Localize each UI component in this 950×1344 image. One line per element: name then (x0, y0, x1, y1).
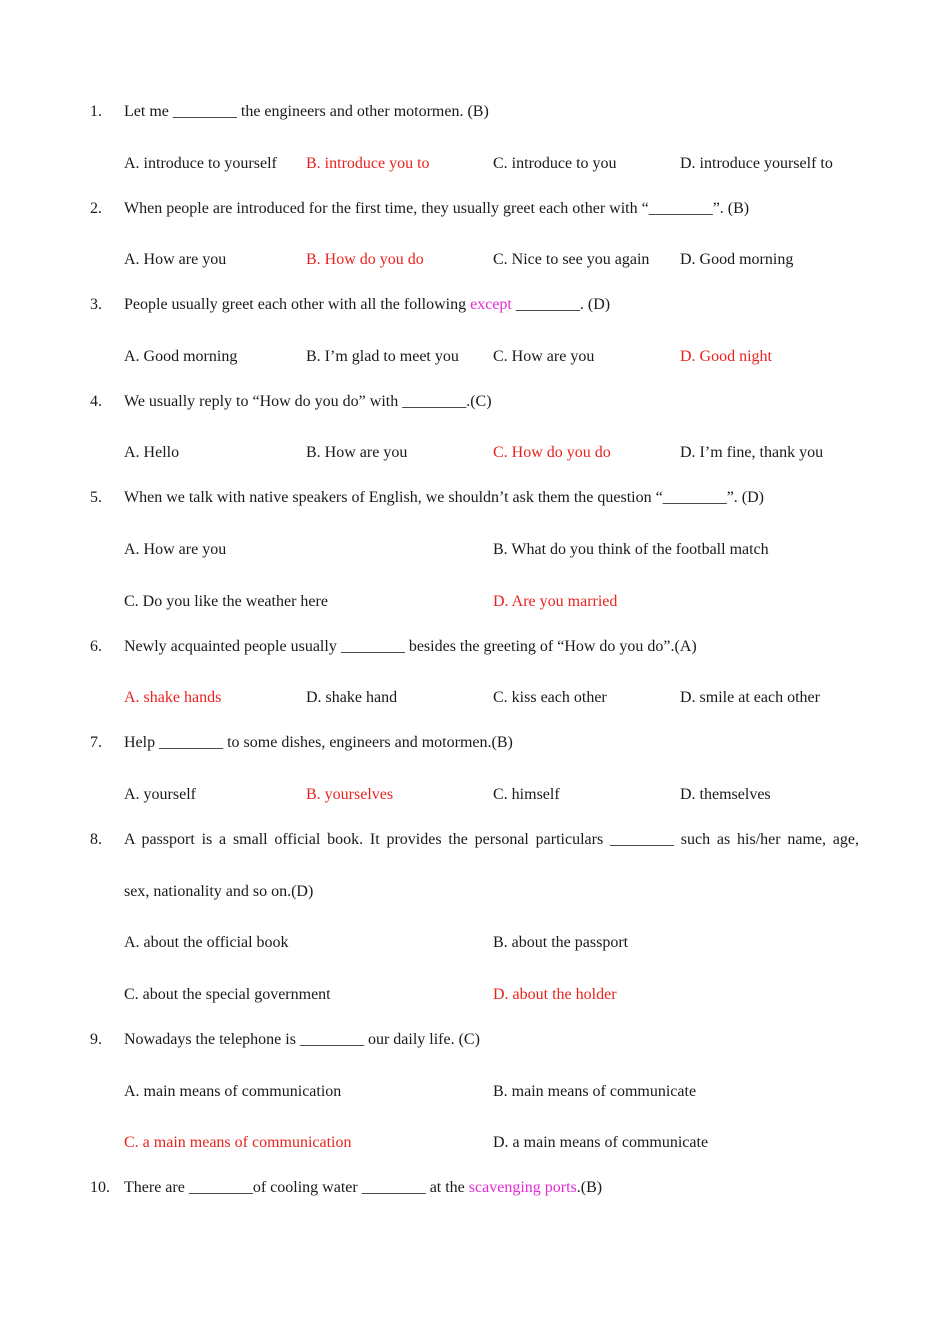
question-text: Newly acquainted people usually ________ besides the greeting of “How do you do”.(A) (124, 638, 697, 655)
option-d-answer: D. Are you married (493, 593, 618, 610)
question-text-after: .(B) (576, 1179, 603, 1196)
option-d-answer: D. about the holder (493, 986, 617, 1003)
option-b: B. How are you (306, 444, 408, 461)
option-c-answer: C. a main means of communication (124, 1134, 352, 1151)
option-a-answer: A. shake hands (124, 689, 222, 706)
question-number: 1. (90, 103, 102, 120)
option-a: A. Hello (124, 444, 180, 461)
question-text: We usually reply to “How do you do” with ________.(C) (124, 393, 492, 410)
option-c: C. Nice to see you again (493, 251, 650, 268)
question-text: Let me ________ the engineers and other motormen. (B) (124, 103, 489, 120)
question-text-before: People usually greet each other with all the following (124, 296, 471, 313)
option-c: C. Do you like the weather here (124, 593, 328, 610)
question-text: Nowadays the telephone is ________ our daily life. (C) (124, 1031, 480, 1048)
question-text-line-2: sex, nationality and so on.(D) (124, 883, 314, 900)
option-c: C. kiss each other (493, 689, 607, 706)
option-b: B. What do you think of the football match (493, 541, 769, 558)
option-c: C. about the special government (124, 986, 331, 1003)
option-b: B. about the passport (493, 934, 629, 951)
option-b-answer: B. How do you do (306, 251, 424, 268)
question-text: When people are introduced for the first time, they usually greet each other with “________”. (B) (124, 200, 750, 217)
option-d: D. I’m fine, thank you (680, 444, 824, 461)
option-b-answer: B. introduce you to (306, 155, 430, 172)
question-text-before: There are ________of cooling water ________ at the (124, 1179, 469, 1196)
question-text (124, 1178, 602, 1198)
question-number: 8. (90, 831, 102, 848)
highlighted-word: except (470, 296, 512, 313)
option-a: A. How are you (124, 251, 227, 268)
option-a: A. Good morning (124, 348, 238, 365)
option-d: D. Good morning (680, 251, 794, 268)
option-c: C. himself (493, 786, 560, 803)
highlighted-phrase: scavenging ports (468, 1179, 577, 1196)
question-number: 3. (90, 296, 102, 313)
question-number: 2. (90, 200, 102, 217)
option-c-answer: C. How do you do (493, 444, 611, 461)
question-text: When we talk with native speakers of English, we shouldn’t ask them the question “________”. (D) (124, 489, 765, 506)
option-a: A. about the official book (124, 934, 289, 951)
question-text: Help ________ to some dishes, engineers and motormen.(B) (124, 734, 513, 751)
question-text (124, 295, 610, 315)
question-number: 10. (90, 1179, 110, 1196)
option-c: C. introduce to you (493, 155, 617, 172)
option-d: D. themselves (680, 786, 771, 803)
option-c: C. How are you (493, 348, 595, 365)
option-b: D. shake hand (306, 689, 398, 706)
option-d: D. a main means of communicate (493, 1134, 709, 1151)
question-number: 7. (90, 734, 102, 751)
question-number: 6. (90, 638, 102, 655)
question-text-after: ________. (D) (511, 296, 611, 313)
option-d-answer: D. Good night (680, 348, 772, 365)
option-a: A. introduce to yourself (124, 155, 277, 172)
question-number: 4. (90, 393, 102, 410)
option-a: A. main means of communication (124, 1083, 342, 1100)
option-d: D. smile at each other (680, 689, 820, 706)
option-a: A. How are you (124, 541, 227, 558)
option-b: B. I’m glad to meet you (306, 348, 459, 365)
question-number: 5. (90, 489, 102, 506)
question-number: 9. (90, 1031, 102, 1048)
option-d: D. introduce yourself to (680, 155, 833, 172)
option-b-answer: B. yourselves (306, 786, 394, 803)
question-text-line-1: A passport is a small official book. It provides the personal particulars ________ such as his/her name, age, (124, 831, 859, 848)
option-a: A. yourself (124, 786, 196, 803)
option-b: B. main means of communicate (493, 1083, 697, 1100)
